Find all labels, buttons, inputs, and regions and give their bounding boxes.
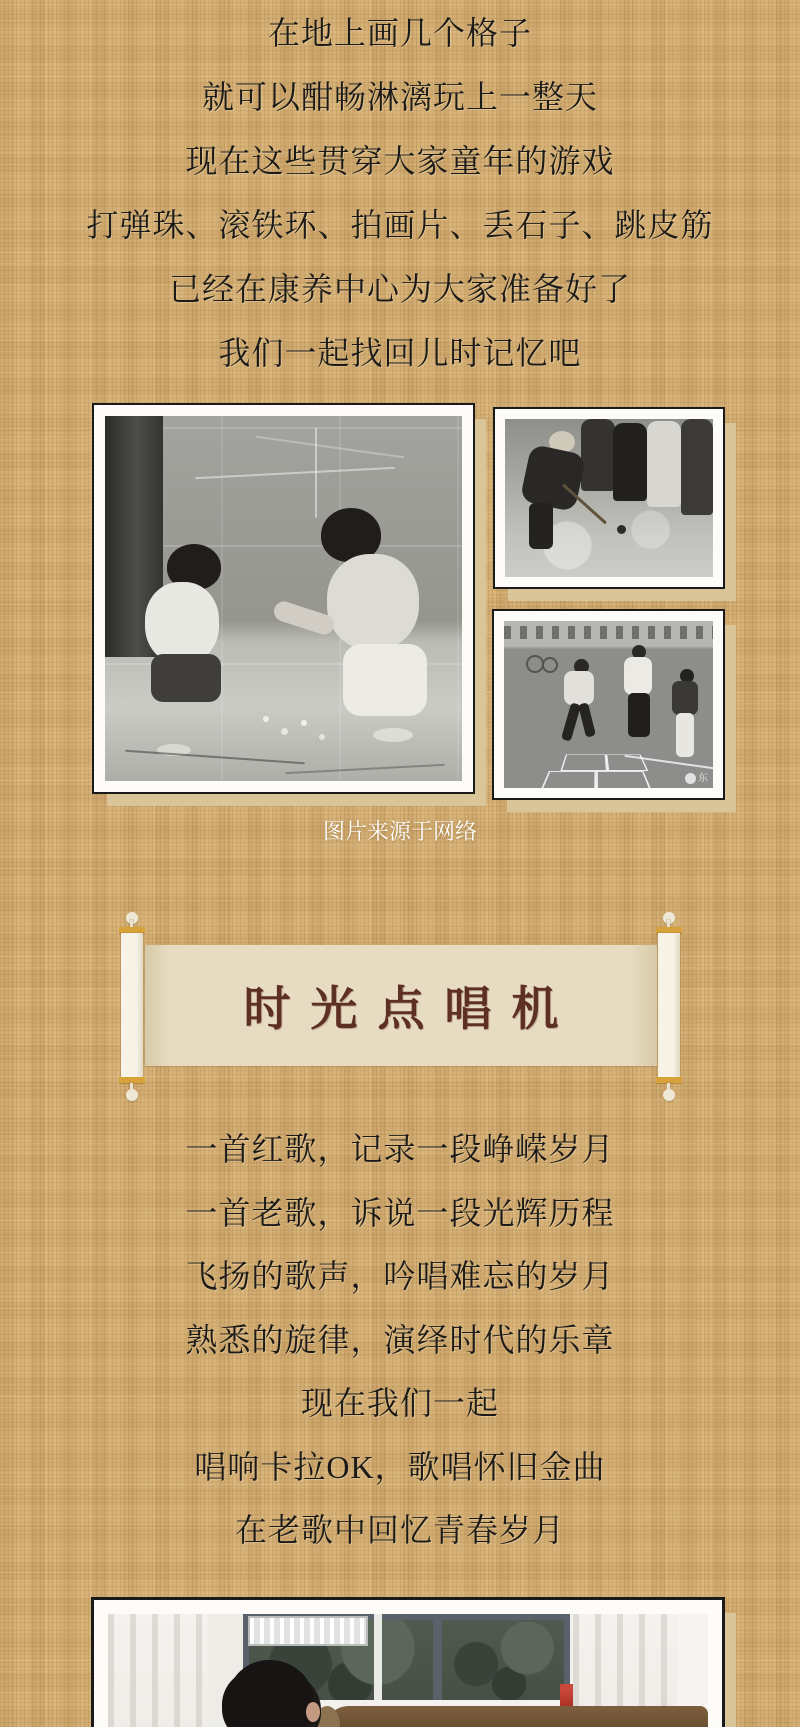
window-right-panel	[436, 1614, 570, 1706]
standing-kid-shape	[681, 419, 713, 515]
girl-shirt-shape	[327, 554, 419, 650]
girl2-hoodie-shape	[624, 657, 652, 695]
karaoke-photo-art	[108, 1614, 708, 1727]
brown-cylinder-shape	[323, 1706, 708, 1727]
bent-kid-shape	[520, 444, 587, 512]
verse-line: 现在我们一起	[300, 1385, 499, 1421]
standing-kid-shape	[581, 419, 615, 491]
scroll-pole-right	[658, 933, 680, 1077]
girl-sandal-shape	[373, 728, 413, 742]
scroll-knob-icon	[663, 1089, 675, 1101]
verse-line: 在老歌中回忆青春岁月	[234, 1512, 565, 1548]
photo-hopscotch[interactable]	[492, 609, 725, 800]
scroll-body	[145, 945, 657, 1066]
marble	[263, 716, 269, 722]
ground-crack	[125, 750, 305, 765]
verse-paragraph	[0, 1118, 800, 1563]
marble	[301, 720, 307, 726]
girl3-top-shape	[672, 681, 698, 715]
hopscotch-photo-art	[504, 621, 713, 788]
bent-kid-leg-shape	[529, 503, 553, 549]
photo-karaoke-window[interactable]	[91, 1597, 725, 1727]
spinning-top-photo-art	[505, 419, 713, 577]
photo-marbles-game[interactable]	[92, 403, 475, 794]
jumper-top-shape	[564, 671, 594, 705]
bicycle-wheel-shape	[542, 657, 558, 673]
scroll-pole-left	[121, 933, 143, 1077]
intro-line: 已经在康养中心为大家准备好了	[168, 271, 631, 307]
building-windows-shape	[504, 626, 713, 639]
marbles-photo-art	[105, 416, 462, 781]
verse-line: 熟悉的旋律，演绎时代的乐章	[185, 1321, 615, 1358]
left-curtain-shape	[108, 1614, 208, 1727]
verse-line: 唱响卡拉OK，歌唱怀旧金曲	[194, 1448, 606, 1485]
standing-kid-light-suit-shape	[647, 421, 681, 507]
girl3-pants-shape	[676, 713, 694, 757]
chalk-line	[624, 755, 713, 770]
section-title: 时光点唱机	[243, 984, 579, 1036]
wall-scratch	[256, 436, 405, 459]
boy-shirt-shape	[145, 582, 219, 664]
spinning-top-shape	[617, 525, 626, 534]
intro-line: 现在这些贯穿大家童年的游戏	[185, 143, 615, 179]
marble	[319, 734, 325, 740]
intro-paragraph	[0, 1, 800, 385]
intro-line: 打弹珠、滚铁环、拍画片、丢石子、跳皮筋	[86, 207, 714, 243]
scroll-knob-icon	[126, 1089, 138, 1101]
verse-line: 一首红歌，记录一段峥嵘岁月	[185, 1131, 615, 1167]
wall-scratch	[195, 467, 395, 479]
ground-crack	[285, 764, 445, 774]
jumper-leg-shape	[578, 702, 596, 737]
person-face-shape	[306, 1702, 320, 1722]
standing-kid-shape	[613, 423, 647, 501]
intro-line: 在地上画几个格子	[267, 15, 532, 51]
watermark-logo-icon	[685, 773, 696, 784]
wall-scratch	[315, 428, 317, 518]
photo-spinning-top[interactable]	[493, 407, 725, 589]
intro-line: 我们一起找回儿时记忆吧	[218, 335, 582, 371]
photo-watermark: 东	[685, 773, 708, 785]
verse-line: 一首老歌，诉说一段光辉历程	[185, 1194, 615, 1231]
intro-line: 就可以酣畅淋漓玩上一整天	[201, 79, 598, 115]
girl2-pants-shape	[628, 693, 650, 737]
boy-shorts-shape	[151, 654, 221, 702]
inner-window-curtain-shape	[248, 1616, 368, 1646]
verse-line: 飞扬的歌声，吟唱难忘的岁月	[185, 1258, 615, 1294]
girl-pants-shape	[343, 644, 427, 716]
window-mullion	[374, 1614, 382, 1706]
image-source-caption: 图片来源于网络	[322, 819, 477, 844]
marble	[281, 728, 288, 735]
